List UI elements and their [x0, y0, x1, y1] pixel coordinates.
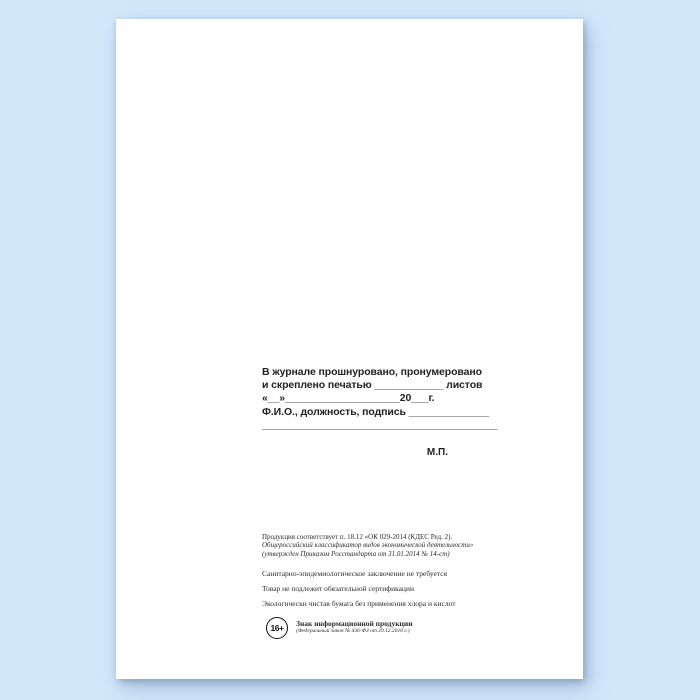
compliance-block	[262, 533, 492, 558]
binding-line-4: Ф.И.О., должность, подпись ______________	[262, 405, 490, 418]
age-mark-subtitle: (Федеральный закон № 436-ФЗ от 29.12.2010 г.)	[296, 628, 410, 634]
stamp-place-abbreviation: М.П.	[426, 447, 448, 458]
note-eco-paper: Экологически чистая бумага без применения хлора и кислот	[262, 599, 456, 608]
journal-back-page	[116, 19, 583, 679]
age-mark-text	[296, 619, 413, 635]
binding-line-3: «__»____________________20___г.	[262, 392, 435, 405]
age-mark-title: Знак информационной продукции	[296, 619, 413, 628]
binding-line-1: В журнале прошнуровано, пронумеровано	[262, 366, 482, 378]
note-certification: Товар не подлежит обязательной сертификации	[262, 584, 414, 593]
binding-line-5: _________________________________________	[262, 418, 498, 431]
note-sanitary: Санитарно-эпидемиологическое заключение не требуется	[262, 569, 448, 578]
compliance-line-2: Общероссийский классификатор видов экономической деятельности»	[262, 541, 474, 550]
compliance-line-1: Продукция соответствует п. 18.12 «ОК 029-2014 (КДЕС Ред. 2).	[262, 533, 453, 541]
binding-certification-block	[262, 366, 498, 432]
age-rating-16-plus-icon: 16+	[266, 617, 288, 639]
compliance-line-3: (утвержден Приказом Росстандарта от 31.01.2014 № 14-ст)	[262, 549, 450, 558]
binding-line-2: и скреплено печатью ____________ листов	[262, 379, 483, 392]
